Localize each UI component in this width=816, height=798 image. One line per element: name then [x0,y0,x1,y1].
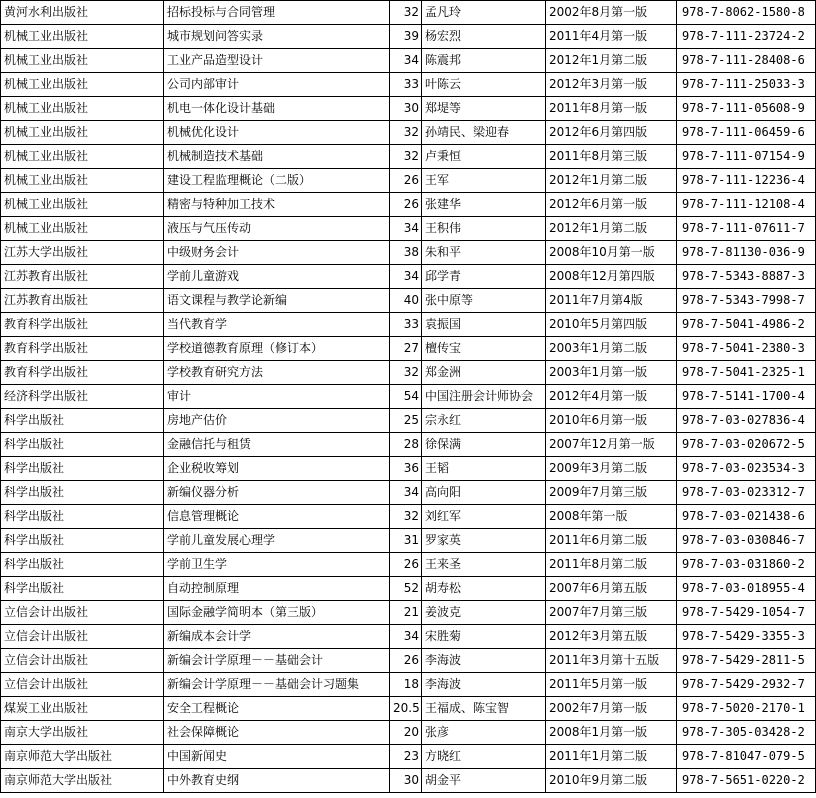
publisher-cell[interactable]: 经济科学出版社 [1,385,164,409]
price-cell[interactable]: 36 [390,457,422,481]
author-cell[interactable]: 胡金平 [422,769,546,793]
author-cell[interactable]: 罗家英 [422,529,546,553]
edition-cell[interactable]: 2007年7月第三版 [546,601,677,625]
table-row [1,673,816,697]
table-row [1,241,816,265]
isbn-cell[interactable]: 978-7-111-28408-6 [677,49,816,73]
publisher-cell[interactable]: 科学出版社 [1,481,164,505]
publisher-cell[interactable]: 江苏教育出版社 [1,265,164,289]
table-row [1,769,816,793]
title-cell[interactable]: 新编会计学原理－－基础会计 [164,649,390,673]
author-cell[interactable]: 郑堤等 [422,97,546,121]
publisher-cell[interactable]: 立信会计出版社 [1,649,164,673]
publisher-cell[interactable]: 科学出版社 [1,457,164,481]
title-cell[interactable]: 新编仪器分析 [164,481,390,505]
price-cell[interactable]: 26 [390,553,422,577]
price-cell[interactable]: 54 [390,385,422,409]
isbn-cell[interactable]: 978-7-111-07154-9 [677,145,816,169]
isbn-cell[interactable]: 978-7-111-07611-7 [677,217,816,241]
title-cell[interactable]: 企业税收筹划 [164,457,390,481]
isbn-cell[interactable]: 978-7-5651-0220-2 [677,769,816,793]
isbn-cell[interactable]: 978-7-03-020672-5 [677,433,816,457]
isbn-cell[interactable]: 978-7-03-023534-3 [677,457,816,481]
table-row [1,313,816,337]
publisher-cell[interactable]: 机械工业出版社 [1,121,164,145]
price-cell[interactable]: 20.5 [390,697,422,721]
edition-cell[interactable]: 2012年1月第二版 [546,49,677,73]
price-cell[interactable]: 40 [390,289,422,313]
author-cell[interactable]: 王来圣 [422,553,546,577]
edition-cell[interactable]: 2002年8月第一版 [546,1,677,25]
author-cell[interactable]: 姜波克 [422,601,546,625]
publisher-cell[interactable]: 机械工业出版社 [1,145,164,169]
publisher-cell[interactable]: 机械工业出版社 [1,73,164,97]
price-cell[interactable]: 38 [390,241,422,265]
table-row [1,577,816,601]
title-cell[interactable]: 公司内部审计 [164,73,390,97]
table-row [1,697,816,721]
author-cell[interactable]: 卢秉恒 [422,145,546,169]
publisher-cell[interactable]: 南京大学出版社 [1,721,164,745]
title-cell[interactable]: 信息管理概论 [164,505,390,529]
price-cell[interactable]: 34 [390,265,422,289]
author-cell[interactable]: 朱和平 [422,241,546,265]
title-cell[interactable]: 安全工程概论 [164,697,390,721]
price-cell[interactable]: 25 [390,409,422,433]
price-cell[interactable]: 33 [390,313,422,337]
publisher-cell[interactable]: 立信会计出版社 [1,601,164,625]
author-cell[interactable]: 方晓红 [422,745,546,769]
isbn-cell[interactable]: 978-7-03-018955-4 [677,577,816,601]
author-cell[interactable]: 郑金洲 [422,361,546,385]
author-cell[interactable]: 王韬 [422,457,546,481]
edition-cell[interactable]: 2002年7月第一版 [546,697,677,721]
isbn-cell[interactable]: 978-7-5041-2380-3 [677,337,816,361]
isbn-cell[interactable]: 978-7-03-030846-7 [677,529,816,553]
author-cell[interactable]: 中国注册会计师协会 [422,385,546,409]
title-cell[interactable]: 新编会计学原理－－基础会计习题集 [164,673,390,697]
isbn-cell[interactable]: 978-7-03-021438-6 [677,505,816,529]
table-row [1,481,816,505]
title-cell[interactable]: 当代教育学 [164,313,390,337]
title-cell[interactable]: 中外教育史纲 [164,769,390,793]
table-row [1,217,816,241]
table-row [1,625,816,649]
edition-cell[interactable]: 2003年1月第一版 [546,361,677,385]
price-cell[interactable]: 34 [390,625,422,649]
publisher-cell[interactable]: 教育科学出版社 [1,313,164,337]
publisher-cell[interactable]: 教育科学出版社 [1,337,164,361]
table-row [1,49,816,73]
edition-cell[interactable]: 2011年3月第十五版 [546,649,677,673]
edition-cell[interactable]: 2012年6月第一版 [546,193,677,217]
edition-cell[interactable]: 2009年7月第三版 [546,481,677,505]
publisher-cell[interactable]: 科学出版社 [1,409,164,433]
author-cell[interactable]: 张建华 [422,193,546,217]
title-cell[interactable]: 学校教育研究方法 [164,361,390,385]
edition-cell[interactable]: 2011年8月第二版 [546,553,677,577]
price-cell[interactable]: 52 [390,577,422,601]
title-cell[interactable]: 机电一体化设计基础 [164,97,390,121]
table-row [1,121,816,145]
edition-cell[interactable]: 2009年3月第二版 [546,457,677,481]
price-cell[interactable]: 34 [390,217,422,241]
edition-cell[interactable]: 2011年7月第4版 [546,289,677,313]
edition-cell[interactable]: 2008年12月第四版 [546,265,677,289]
author-cell[interactable]: 徐保满 [422,433,546,457]
author-cell[interactable]: 王福成、陈宝智 [422,697,546,721]
title-cell[interactable]: 社会保障概论 [164,721,390,745]
isbn-cell[interactable]: 978-7-111-23724-2 [677,25,816,49]
publisher-cell[interactable]: 科学出版社 [1,433,164,457]
edition-cell[interactable]: 2011年4月第一版 [546,25,677,49]
title-cell[interactable]: 液压与气压传动 [164,217,390,241]
isbn-cell[interactable]: 978-7-5041-2325-1 [677,361,816,385]
author-cell[interactable]: 叶陈云 [422,73,546,97]
isbn-cell[interactable]: 978-7-305-03428-2 [677,721,816,745]
publisher-cell[interactable]: 江苏教育出版社 [1,289,164,313]
isbn-cell[interactable]: 978-7-81047-079-5 [677,745,816,769]
isbn-cell[interactable]: 978-7-5020-2170-1 [677,697,816,721]
price-cell[interactable]: 28 [390,433,422,457]
title-cell[interactable]: 金融信托与租赁 [164,433,390,457]
publisher-cell[interactable]: 科学出版社 [1,553,164,577]
author-cell[interactable]: 邱学青 [422,265,546,289]
isbn-cell[interactable]: 978-7-111-25033-3 [677,73,816,97]
author-cell[interactable]: 高向阳 [422,481,546,505]
author-cell[interactable]: 陈震邦 [422,49,546,73]
edition-cell[interactable]: 2012年1月第二版 [546,217,677,241]
isbn-cell[interactable]: 978-7-03-031860-2 [677,553,816,577]
isbn-cell[interactable]: 978-7-5429-3355-3 [677,625,816,649]
author-cell[interactable]: 李海波 [422,649,546,673]
edition-cell[interactable]: 2003年1月第二版 [546,337,677,361]
publisher-cell[interactable]: 南京师范大学出版社 [1,745,164,769]
isbn-cell[interactable]: 978-7-5141-1700-4 [677,385,816,409]
author-cell[interactable]: 王积伟 [422,217,546,241]
author-cell[interactable]: 胡寿松 [422,577,546,601]
title-cell[interactable]: 学前卫生学 [164,553,390,577]
title-cell[interactable]: 学前儿童发展心理学 [164,529,390,553]
publisher-cell[interactable]: 黄河水利出版社 [1,1,164,25]
author-cell[interactable]: 张中原等 [422,289,546,313]
author-cell[interactable]: 孙靖民、梁迎春 [422,121,546,145]
publisher-cell[interactable]: 江苏大学出版社 [1,241,164,265]
isbn-cell[interactable]: 978-7-111-12108-4 [677,193,816,217]
price-cell[interactable]: 32 [390,121,422,145]
edition-cell[interactable]: 2012年6月第四版 [546,121,677,145]
edition-cell[interactable]: 2012年4月第一版 [546,385,677,409]
table-row [1,265,816,289]
table-body [1,1,816,793]
publisher-cell[interactable]: 机械工业出版社 [1,25,164,49]
title-cell[interactable]: 学校道德教育原理（修订本） [164,337,390,361]
isbn-cell[interactable]: 978-7-5429-2811-5 [677,649,816,673]
table-row [1,409,816,433]
table-row [1,385,816,409]
price-cell[interactable]: 18 [390,673,422,697]
author-cell[interactable]: 王军 [422,169,546,193]
author-cell[interactable]: 檀传宝 [422,337,546,361]
table-row [1,553,816,577]
title-cell[interactable]: 国际金融学简明本（第三版） [164,601,390,625]
author-cell[interactable]: 孟凡玲 [422,1,546,25]
edition-cell[interactable]: 2011年5月第一版 [546,673,677,697]
edition-cell[interactable]: 2012年3月第一版 [546,73,677,97]
title-cell[interactable]: 审计 [164,385,390,409]
price-cell[interactable]: 21 [390,601,422,625]
table-row [1,361,816,385]
publisher-cell[interactable]: 南京师范大学出版社 [1,769,164,793]
title-cell[interactable]: 中级财务会计 [164,241,390,265]
author-cell[interactable]: 张彦 [422,721,546,745]
publisher-cell[interactable]: 机械工业出版社 [1,169,164,193]
table-row [1,337,816,361]
price-cell[interactable]: 32 [390,361,422,385]
table-row [1,721,816,745]
isbn-cell[interactable]: 978-7-111-05608-9 [677,97,816,121]
isbn-cell[interactable]: 978-7-5343-8887-3 [677,265,816,289]
table-row [1,433,816,457]
author-cell[interactable]: 刘红军 [422,505,546,529]
table-row [1,193,816,217]
title-cell[interactable]: 工业产品造型设计 [164,49,390,73]
edition-cell[interactable]: 2008年10月第一版 [546,241,677,265]
table-row [1,25,816,49]
isbn-cell[interactable]: 978-7-03-027836-4 [677,409,816,433]
title-cell[interactable]: 精密与特种加工技术 [164,193,390,217]
table-row [1,529,816,553]
table-row [1,169,816,193]
table-row [1,505,816,529]
title-cell[interactable]: 城市规划问答实录 [164,25,390,49]
edition-cell[interactable]: 2010年9月第二版 [546,769,677,793]
publisher-cell[interactable]: 机械工业出版社 [1,193,164,217]
author-cell[interactable]: 袁振国 [422,313,546,337]
edition-cell[interactable]: 2007年6月第五版 [546,577,677,601]
isbn-cell[interactable]: 978-7-81130-036-9 [677,241,816,265]
publisher-cell[interactable]: 立信会计出版社 [1,625,164,649]
edition-cell[interactable]: 2012年3月第五版 [546,625,677,649]
publisher-cell[interactable]: 机械工业出版社 [1,49,164,73]
title-cell[interactable]: 语文课程与教学论新编 [164,289,390,313]
table-row [1,1,816,25]
table-row [1,97,816,121]
edition-cell[interactable]: 2011年1月第二版 [546,745,677,769]
publisher-cell[interactable]: 机械工业出版社 [1,217,164,241]
price-cell[interactable]: 26 [390,193,422,217]
price-cell[interactable]: 30 [390,97,422,121]
table-row [1,73,816,97]
publisher-cell[interactable]: 科学出版社 [1,577,164,601]
edition-cell[interactable]: 2008年第一版 [546,505,677,529]
title-cell[interactable]: 学前儿童游戏 [164,265,390,289]
edition-cell[interactable]: 2012年1月第二版 [546,169,677,193]
author-cell[interactable]: 宗永红 [422,409,546,433]
edition-cell[interactable]: 2011年6月第二版 [546,529,677,553]
price-cell[interactable]: 27 [390,337,422,361]
publisher-cell[interactable]: 科学出版社 [1,505,164,529]
table-row [1,649,816,673]
edition-cell[interactable]: 2007年12月第一版 [546,433,677,457]
price-cell[interactable]: 39 [390,25,422,49]
edition-cell[interactable]: 2011年8月第一版 [546,97,677,121]
isbn-cell[interactable]: 978-7-5041-4986-2 [677,313,816,337]
publisher-cell[interactable]: 煤炭工业出版社 [1,697,164,721]
author-cell[interactable]: 李海波 [422,673,546,697]
table-row [1,145,816,169]
table-row [1,601,816,625]
isbn-cell[interactable]: 978-7-8062-1580-8 [677,1,816,25]
price-cell[interactable]: 23 [390,745,422,769]
table-row [1,457,816,481]
price-cell[interactable]: 30 [390,769,422,793]
edition-cell[interactable]: 2010年5月第四版 [546,313,677,337]
edition-cell[interactable]: 2008年1月第一版 [546,721,677,745]
isbn-cell[interactable]: 978-7-5343-7998-7 [677,289,816,313]
price-cell[interactable]: 33 [390,73,422,97]
price-cell[interactable]: 32 [390,1,422,25]
edition-cell[interactable]: 2010年6月第一版 [546,409,677,433]
price-cell[interactable]: 26 [390,649,422,673]
author-cell[interactable]: 杨宏烈 [422,25,546,49]
publisher-cell[interactable]: 科学出版社 [1,529,164,553]
isbn-cell[interactable]: 978-7-111-06459-6 [677,121,816,145]
title-cell[interactable]: 招标投标与合同管理 [164,1,390,25]
table-row [1,745,816,769]
price-cell[interactable]: 20 [390,721,422,745]
publisher-cell[interactable]: 机械工业出版社 [1,97,164,121]
author-cell[interactable]: 宋胜菊 [422,625,546,649]
edition-cell[interactable]: 2011年8月第三版 [546,145,677,169]
price-cell[interactable]: 32 [390,145,422,169]
isbn-cell[interactable]: 978-7-5429-2932-7 [677,673,816,697]
price-cell[interactable]: 26 [390,169,422,193]
isbn-cell[interactable]: 978-7-5429-1054-7 [677,601,816,625]
title-cell[interactable]: 建设工程监理概论（二版） [164,169,390,193]
title-cell[interactable]: 机械优化设计 [164,121,390,145]
price-cell[interactable]: 34 [390,49,422,73]
title-cell[interactable]: 新编成本会计学 [164,625,390,649]
price-cell[interactable]: 32 [390,505,422,529]
isbn-cell[interactable]: 978-7-111-12236-4 [677,169,816,193]
publisher-cell[interactable]: 立信会计出版社 [1,673,164,697]
price-cell[interactable]: 34 [390,481,422,505]
title-cell[interactable]: 中国新闻史 [164,745,390,769]
title-cell[interactable]: 机械制造技术基础 [164,145,390,169]
title-cell[interactable]: 自动控制原理 [164,577,390,601]
publisher-cell[interactable]: 教育科学出版社 [1,361,164,385]
price-cell[interactable]: 31 [390,529,422,553]
title-cell[interactable]: 房地产估价 [164,409,390,433]
table-row [1,289,816,313]
isbn-cell[interactable]: 978-7-03-023312-7 [677,481,816,505]
